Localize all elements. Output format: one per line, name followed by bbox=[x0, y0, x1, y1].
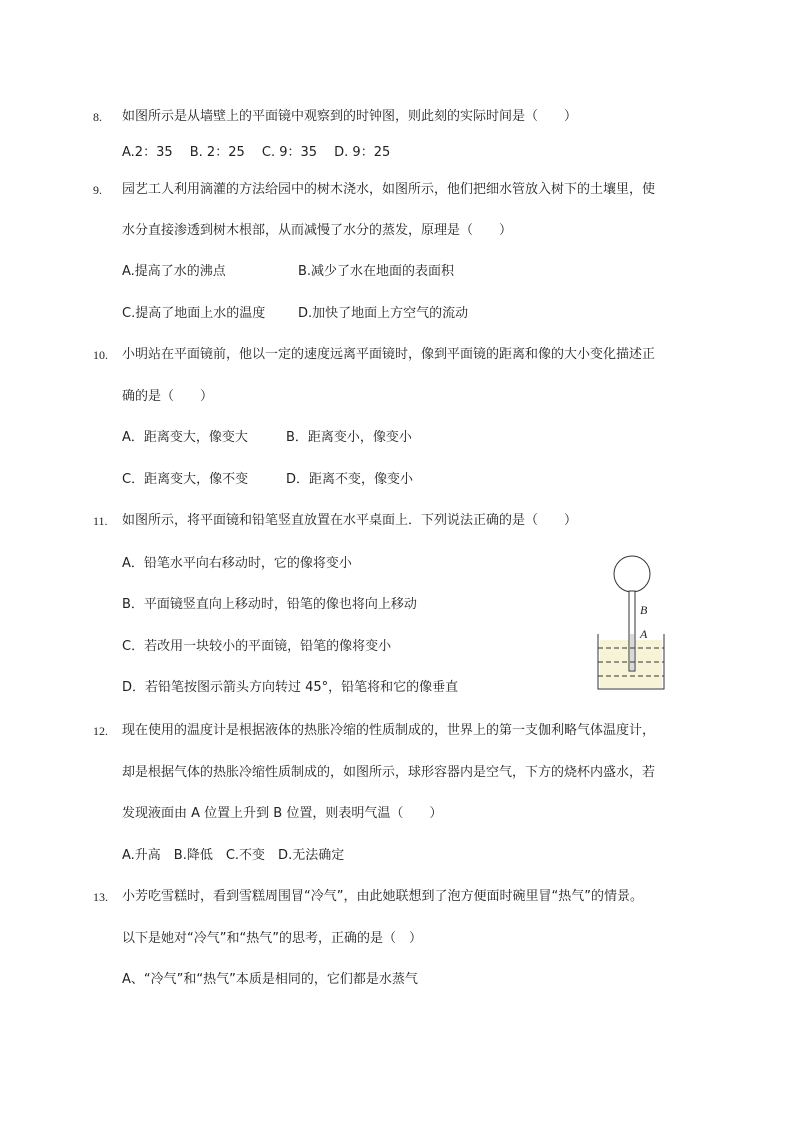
question-text: 如图所示是从墙壁上的平面镜中观察到的时钟图，则此刻的实际时间是（ ） bbox=[122, 109, 578, 124]
question-number: 12. bbox=[93, 724, 108, 738]
label-a: A bbox=[640, 627, 648, 641]
option-d: D.加快了地面上方空气的流动 bbox=[298, 306, 469, 321]
option-c: C．若改用一块较小的平面镜，铅笔的像将变小 bbox=[122, 639, 392, 654]
question-number: 9. bbox=[93, 183, 102, 197]
question-text: 小明站在平面镜前，他以一定的速度远离平面镜时，像到平面镜的距离和像的大小变化描述正 bbox=[122, 347, 656, 362]
question-text: 水分直接渗透到树木根部，从而减慢了水分的蒸发，原理是（ ） bbox=[122, 223, 513, 238]
question-text: 园艺工人利用滴灌的方法给园中的树木浇水，如图所示，他们把细水管放入树下的土壤里，使 bbox=[122, 182, 656, 197]
option-c: C．距离变大，像不变 bbox=[122, 472, 249, 487]
option-d: D．距离不变，像变小 bbox=[286, 472, 414, 487]
option-b: B．距离变小，像变小 bbox=[286, 430, 412, 445]
question-text: 小芳吃雪糕时，看到雪糕周围冒“冷气”，由此她联想到了泡方便面时碗里冒“热气”的情景。 bbox=[122, 889, 643, 904]
option-b: B.减少了水在地面的表面积 bbox=[298, 264, 455, 279]
question-number: 11. bbox=[93, 514, 108, 528]
question-number: 13. bbox=[93, 890, 108, 904]
question-text: 如图所示，将平面镜和铅笔竖直放置在水平桌面上．下列说法正确的是（ ） bbox=[122, 513, 578, 528]
option-row: A.升高 B.降低 C.不变 D.无法确定 bbox=[122, 848, 345, 863]
option-a: A．铅笔水平向右移动时，它的像将变小 bbox=[122, 556, 352, 571]
question-text: 发现液面由 A 位置上升到 B 位置，则表明气温（ ） bbox=[122, 806, 443, 821]
question-number: 10. bbox=[93, 348, 108, 362]
question-number: 8. bbox=[93, 110, 102, 124]
question-text: 以下是她对“冷气”和“热气”的思考，正确的是（ ） bbox=[122, 931, 422, 946]
thermometer-bulb bbox=[614, 556, 650, 592]
option-a: A、“冷气”和“热气”本质是相同的，它们都是水蒸气 bbox=[122, 972, 418, 987]
option-a: A.提高了水的沸点 bbox=[122, 264, 226, 279]
question-text: 确的是（ ） bbox=[122, 389, 214, 404]
tube-liquid bbox=[630, 634, 634, 670]
thermometer-figure bbox=[594, 552, 668, 692]
question-text: 现在使用的温度计是根据液体的热胀冷缩的性质制成的，世界上的第一支伽利略气体温度计， bbox=[122, 723, 656, 738]
option-d: D．若铅笔按图示箭头方向转过 45°，铅笔将和它的像垂直 bbox=[122, 680, 459, 695]
option-a: A．距离变大，像变大 bbox=[122, 430, 248, 445]
option-row: A.2：35 B. 2：25 C. 9：35 D. 9：25 bbox=[122, 145, 391, 160]
label-b: B bbox=[640, 603, 648, 617]
option-b: B．平面镜竖直向上移动时，铅笔的像也将向上移动 bbox=[122, 597, 417, 612]
question-text: 却是根据气体的热胀冷缩性质制成的，如图所示，球形容器内是空气，下方的烧杯内盛水，若 bbox=[122, 765, 656, 780]
option-c: C.提高了地面上水的温度 bbox=[122, 306, 266, 321]
